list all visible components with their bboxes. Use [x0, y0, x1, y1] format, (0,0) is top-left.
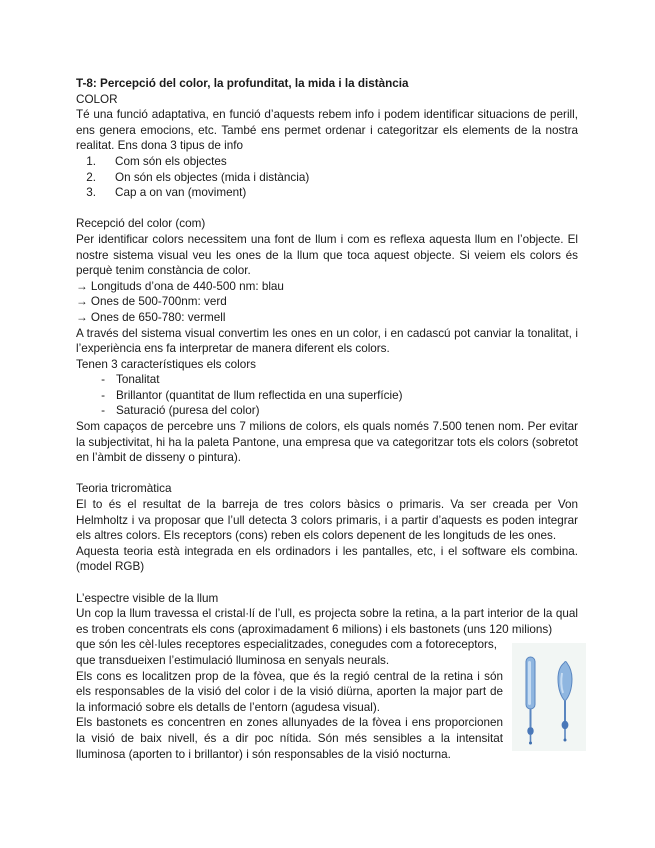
list-item [76, 154, 578, 170]
list-marker: 3. [86, 186, 96, 200]
paragraph: Té una funció adaptativa, en funció d’aquests rebem info i podem identificar situacions de perill, ens genera emocions, etc. També ens permet ordenar i categoritzar els elements de la nostra realitat. Ens dona 3 tipus de info [76, 108, 578, 153]
paragraph: Som capaços de percebre uns 7 milions de colors, els quals només 7.500 tenen nom. Per evitar la subjectivitat, hi ha la paleta Pantone, una empresa que va categoritzar tots els colors (sobretot en l’àmbit de disseny o pintura). [76, 420, 578, 465]
paragraph: Els bastonets es concentren en zones allunyades de la fòvea i ens proporcionen la visió de baix nivell, és a dir poc nítida. Són més sensibles a la intensitat lluminosa (aporten to i brillantor) i són responsables de la visió nocturna. [76, 716, 503, 761]
paragraph: Els cons es localitzen prop de la fòvea, que és la regió central de la retina i són els responsables de la visió del color i de la visió diürna, aporten la major part de la informació sobre els detalls de l’entorn (agudesa visual). [76, 669, 503, 714]
section-heading-trichromatic: Teoria tricromàtica [76, 482, 172, 496]
section-heading-spectrum: L’espectre visible de la llum [76, 591, 219, 605]
section-heading-reception: Recepció del color (com) [76, 217, 206, 231]
wavelength-item: → Ones de 500-700nm: verd [76, 295, 227, 309]
paragraph: que són les cèl·lules receptores especialitzades, conegudes com a fotoreceptors, que transdueixen l’estimulació lluminosa en senyals neurals. [76, 638, 497, 667]
list-item-text: Brillantor (quantitat de llum reflectida en una superfície) [116, 388, 403, 402]
paragraph: El to és el resultat de la barreja de tres colors bàsics o primaris. Va ser creada per Von Helmholtz i va proposar que l’ull detecta 3 colors primaris, i a partir d’aquests es poden integrar els altres colors. Els receptors (cons) reben els colors depenent de les longituds de les ones. [76, 498, 578, 543]
paragraph: Un cop la llum travessa el cristal·lí de l’ull, es projecta sobre la retina, a la part interior de la qual es troben concentrats els cons (aproximadament 6 milions) i els bastonets (uns 120 milions) [76, 607, 578, 636]
list-item-text: On són els objectes (mida i distància) [115, 170, 310, 184]
section-heading-color: COLOR [76, 92, 118, 106]
paragraph: Tenen 3 característiques els colors [76, 357, 256, 371]
photoreceptor-illustration [512, 643, 586, 751]
wavelength-item: → Ones de 650-780: vermell [76, 310, 226, 324]
list-item [76, 185, 578, 201]
list-item-text: Com són els objectes [115, 154, 227, 168]
document-body [76, 76, 578, 762]
list-marker: - [101, 388, 105, 402]
rod-and-cone-image [512, 643, 586, 751]
list-item [76, 403, 578, 419]
wavelength-list [76, 279, 578, 326]
numbered-list [76, 154, 578, 201]
text-beside-figure [76, 637, 503, 762]
document-title: T-8: Percepció del color, la profunditat, la mida i la distància [76, 77, 409, 90]
list-item-text: Tonalitat [116, 373, 160, 387]
paragraph: A través del sistema visual convertim les ones en un color, i en cadascú pot canviar la tonalitat, i l’experiència ens fa interpretar de manera diferent els colors. [76, 326, 578, 356]
list-item-text: Cap a on van (moviment) [115, 186, 247, 200]
list-item [76, 372, 578, 388]
list-item-text: Saturació (puresa del color) [116, 404, 260, 418]
list-marker: 1. [86, 154, 96, 168]
paragraph: Aquesta teoria està integrada en els ordinadors i les pantalles, etc, i el software els combina. (model RGB) [76, 544, 578, 574]
rod-cell-shape [526, 657, 535, 745]
list-marker: - [101, 404, 105, 418]
bullet-list [76, 372, 578, 419]
wavelength-item: → Longituds d’ona de 440-500 nm: blau [76, 279, 284, 293]
list-item [76, 170, 578, 186]
list-item [76, 388, 578, 404]
list-marker: - [101, 373, 105, 387]
paragraph: Per identificar colors necessitem una font de llum i com es reflexa aquesta llum en l’objecte. El nostre sistema visual veu les ones de la llum que toca aquest objecte. Si veiem els colors és perquè tenim constància de color. [76, 232, 578, 278]
list-marker: 2. [86, 170, 96, 184]
